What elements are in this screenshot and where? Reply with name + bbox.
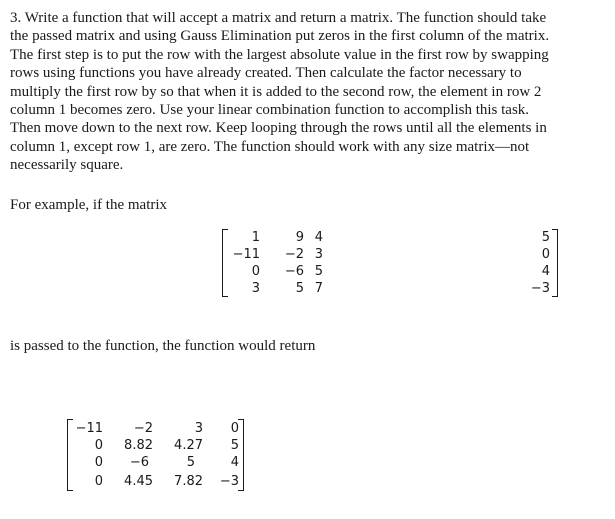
problem-line: column 1 becomes zero. Use your linear combination function to accomplish this task. [10,102,530,119]
matrix-cell: 3 [194,421,203,436]
matrix-cell: 8.82 [124,438,153,453]
matrix-cell: −2 [284,247,304,262]
matrix-cell: 4.45 [124,474,153,489]
problem-line: multiply the first row by so that when it is added to the second row, the element in row 2 [10,83,542,100]
problem-line: the passed matrix and using Gauss Elimination put zeros in the first column of the matrix. [10,28,550,45]
problem-line: necessarily square. [10,157,124,174]
matrix-cell: −6 [284,264,304,279]
matrix-cell: 0 [94,455,103,470]
matrix-cell: 4.27 [174,438,203,453]
matrix-cell: 5 [314,264,323,279]
problem-line: rows using functions you have already created. Then calculate the factor necessary to [10,65,522,82]
matrix-cell: 0 [251,264,260,279]
matrix-cell: 7 [314,281,323,296]
matrix-cell: 4 [541,264,550,279]
right-bracket [552,229,558,297]
problem-line: Then move down to the next row. Keep looping through the rows until all the elements in [10,120,547,137]
matrix-cell: 0 [230,421,239,436]
problem-line: column 1, except row 1, are zero. The function should work with any size matrix—not [10,138,530,155]
matrix-cell: 3 [251,281,260,296]
matrix-cell: 4 [314,230,323,245]
matrix-cell: −11 [75,421,103,436]
problem-line: 3. Write a function that will accept a matrix and return a matrix. The function should take [10,10,547,26]
matrix-cell: 7.82 [174,474,203,489]
example-outro: is passed to the function, the function would return [10,338,316,354]
matrix-cell: −3 [219,474,239,489]
problem-statement [10,9,605,175]
matrix-cell: 4 [230,455,239,470]
problem-line: The first step is to put the row with the largest absolute value in the first row by swapping [10,46,549,63]
example-intro: For example, if the matrix [10,197,168,213]
matrix-cell: 1 [251,230,260,245]
matrix-cell: −6 [129,455,149,470]
matrix-cell: 9 [295,230,304,245]
left-bracket [222,229,228,297]
matrix-cell: 5 [230,438,239,453]
matrix-cell: 0 [94,474,103,489]
matrix-cell: −2 [133,421,153,436]
matrix-cell: 5 [295,281,304,296]
matrix-cell: −11 [232,247,260,262]
output-matrix [67,419,244,491]
matrix-cell: 0 [541,247,550,262]
matrix-cell: 3 [314,247,323,262]
matrix-cell: 0 [94,438,103,453]
matrix-cell: −3 [530,281,550,296]
input-matrix [222,229,558,297]
matrix-cell: 5 [541,230,550,245]
matrix-cell: 5 [186,455,195,470]
